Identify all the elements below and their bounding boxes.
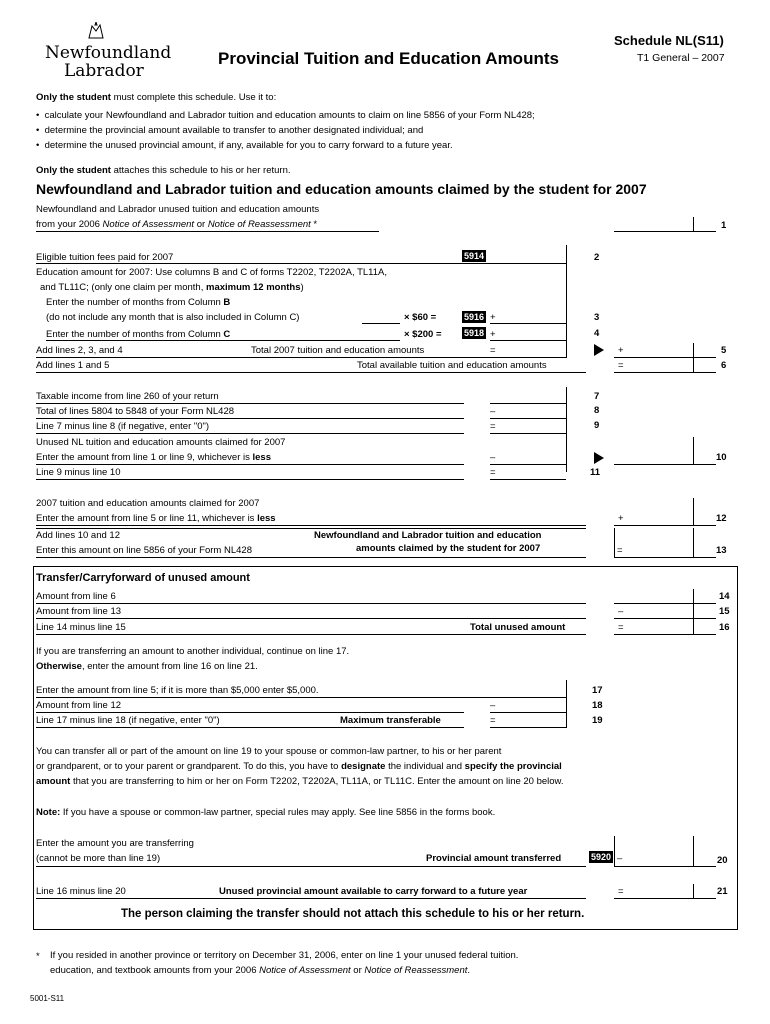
- line10-text-b: Enter the amount from line 1 or line 9, whichever is less: [36, 452, 271, 463]
- bullet-3: • determine the unused provincial amount, if any, available for you to carry forward to a future year.: [36, 140, 453, 151]
- code-5918: 5918: [464, 328, 485, 338]
- line1-text-a: Newfoundland and Labrador unused tuition and education amounts: [36, 204, 320, 215]
- line6-field[interactable]: [614, 372, 716, 373]
- attach-line: Only the student attaches this schedule to his or her return.: [36, 165, 291, 176]
- attach-warning: The person claiming the transfer should not attach this schedule to his or her return.: [121, 908, 585, 920]
- line14-text: Amount from line 6: [36, 591, 116, 602]
- line-number-6: 6: [721, 360, 727, 371]
- line7-field[interactable]: [490, 403, 566, 404]
- line5-total-label: Total 2007 tuition and education amounts: [251, 345, 425, 356]
- schedule-id: Schedule NL(S11): [614, 33, 724, 48]
- line21-field[interactable]: [614, 898, 716, 899]
- line13-label-b: amounts claimed by the student for 2007: [356, 543, 541, 554]
- line4-months-field[interactable]: [362, 340, 400, 341]
- line-number-16: 16: [719, 622, 730, 633]
- line-number-2: 2: [594, 252, 600, 263]
- line8-text: Total of lines 5804 to 5848 of your Form NL428: [36, 406, 235, 417]
- line9-equals: =: [490, 421, 496, 432]
- bullet-1: • calculate your Newfoundland and Labrador tuition and education amounts to claim on line 5856 of your Form NL428;: [36, 110, 535, 121]
- line-number-9: 9: [594, 420, 600, 431]
- line9-text: Line 7 minus line 8 (if negative, enter "0"): [36, 421, 210, 432]
- line-number-18: 18: [592, 700, 603, 711]
- code-5920: 5920: [591, 852, 612, 862]
- line13-label-a: Newfoundland and Labrador tuition and education: [314, 530, 542, 541]
- line-number-3: 3: [594, 312, 600, 323]
- line3-text-a: Enter the number of months from Column B: [46, 297, 231, 308]
- line9-field[interactable]: [490, 433, 566, 434]
- intro-bold: Only the student: [36, 92, 111, 103]
- line-number-8: 8: [594, 405, 600, 416]
- line16-field[interactable]: [614, 634, 716, 635]
- footnote-line2: education, and textbook amounts from your 2006 Notice of Assessment or Notice of Reassessment.: [50, 965, 471, 976]
- line20-label: Provincial amount transferred: [426, 853, 562, 864]
- line-number-15: 15: [719, 606, 730, 617]
- line3-multiplier: × $60 =: [404, 312, 437, 323]
- line13-text-a: Add lines 10 and 12: [36, 530, 120, 541]
- spouse-note: Note: If you have a spouse or common-law partner, special rules may apply. See line 5856 in the forms book.: [36, 807, 496, 818]
- line11-field[interactable]: [490, 479, 566, 480]
- line13-field[interactable]: [614, 557, 716, 558]
- line-number-5: 5: [721, 345, 727, 356]
- line4-plus: +: [490, 329, 496, 340]
- code-5914: 5914: [464, 251, 485, 261]
- footnote-line1: If you resided in another province or territory on December 31, 2006, enter on line 1 your unused federal tuition.: [50, 950, 519, 961]
- transfer-para-c: amount that you are transferring to him or her on Form T2202, T2202A, TL11A, or TL11C. Enter the amount on line 20 below.: [36, 776, 564, 787]
- line7-text: Taxable income from line 260 of your return: [36, 391, 219, 402]
- line2-text: Eligible tuition fees paid for 2007: [36, 252, 174, 263]
- line12-plus: +: [618, 513, 624, 524]
- line17-field[interactable]: [490, 697, 566, 698]
- line4-field[interactable]: [490, 340, 566, 341]
- line19-label: Maximum transferable: [340, 715, 441, 726]
- transfer-instructions: If you are transferring an amount to another individual, continue on line 17.: [36, 646, 350, 657]
- line6-text: Add lines 1 and 5: [36, 360, 110, 371]
- line11-text: Line 9 minus line 10: [36, 467, 121, 478]
- line18-text: Amount from line 12: [36, 700, 122, 711]
- line8-minus: –: [490, 406, 496, 417]
- line15-minus: –: [618, 606, 624, 617]
- line-number-12: 12: [716, 513, 727, 524]
- line-number-14: 14: [719, 591, 730, 602]
- education-text-a: Education amount for 2007: Use columns B and C of forms T2202, T2202A, TL11A,: [36, 267, 387, 278]
- line19-text: Line 17 minus line 18 (if negative, enter "0"): [36, 715, 220, 726]
- line10-text-a: Unused NL tuition and education amounts claimed for 2007: [36, 437, 286, 448]
- line20-minus: –: [617, 853, 623, 864]
- transfer-para-a: You can transfer all or part of the amount on line 19 to your spouse or common-law partner, to his or her parent: [36, 746, 502, 757]
- line6-total-label: Total available tuition and education amounts: [357, 360, 547, 371]
- line6-equals: =: [618, 360, 624, 371]
- line8-field[interactable]: [490, 418, 566, 419]
- line12-field[interactable]: [614, 525, 716, 526]
- line2-field[interactable]: [490, 263, 566, 264]
- line-number-19: 19: [592, 715, 603, 726]
- line-number-7: 7: [594, 391, 600, 402]
- form-year: T1 General – 2007: [637, 52, 725, 64]
- line5-text: Add lines 2, 3, and 4: [36, 345, 123, 356]
- line-number-20: 20: [717, 855, 728, 866]
- arrow-right-icon: [594, 344, 604, 356]
- line1-field[interactable]: [614, 231, 716, 232]
- line21-equals: =: [618, 886, 624, 897]
- line-number-17: 17: [592, 685, 603, 696]
- line-number-1: 1: [721, 220, 727, 231]
- line10-minus: –: [490, 452, 496, 463]
- intro-line: [36, 92, 276, 103]
- line5-field[interactable]: [614, 357, 716, 358]
- line15-text: Amount from line 13: [36, 606, 122, 617]
- line12-text-a: 2007 tuition and education amounts claimed for 2007: [36, 498, 260, 509]
- line13-text-b: Enter this amount on line 5856 of your Form NL428: [36, 545, 252, 556]
- line4-text: Enter the number of months from Column C: [46, 329, 231, 340]
- page-title: Provincial Tuition and Education Amounts: [218, 49, 559, 68]
- line19-equals: =: [490, 715, 496, 726]
- line20-text-b: (cannot be more than line 19): [36, 853, 161, 864]
- footnote-star: *: [36, 951, 40, 962]
- code-5916: 5916: [464, 312, 485, 322]
- coat-of-arms-icon: [86, 22, 106, 43]
- line21-text: Line 16 minus line 20: [36, 886, 126, 897]
- line15-field[interactable]: [614, 618, 716, 619]
- line3-text-b: (do not include any month that is also included in Column C): [46, 312, 300, 323]
- bullet-2: • determine the provincial amount available to transfer to another designated individual; and: [36, 125, 424, 136]
- form-code: 5001-S11: [30, 994, 65, 1003]
- line17-text: Enter the amount from line 5; if it is more than $5,000 enter $5,000.: [36, 685, 319, 696]
- line-number-4: 4: [594, 328, 600, 339]
- arrow-right-icon: [594, 452, 604, 464]
- line14-field[interactable]: [614, 603, 716, 604]
- line3-months-field[interactable]: [362, 323, 400, 324]
- line13-equals: =: [617, 545, 623, 556]
- line11-equals: =: [490, 467, 496, 478]
- education-text-b: and TL11C; (only one claim per month, maximum 12 months): [40, 282, 304, 293]
- transfer-para-b: or grandparent, or to your parent or grandparent. To do this, you have to designate the individual and specify the provincial: [36, 761, 562, 772]
- line12-text-b: Enter the amount from line 5 or line 11, whichever is less: [36, 513, 276, 524]
- line4-multiplier: × $200 =: [404, 329, 442, 340]
- logo-line1: Newfoundland: [45, 43, 172, 63]
- line-number-21: 21: [717, 886, 728, 897]
- section2-heading: Transfer/Carryforward of unused amount: [36, 572, 250, 584]
- line10-field-left[interactable]: [490, 464, 566, 465]
- line16-equals: =: [618, 622, 624, 633]
- line18-minus: –: [490, 700, 496, 711]
- line19-field[interactable]: [490, 727, 566, 728]
- line18-field[interactable]: [490, 712, 566, 713]
- line3-field[interactable]: [490, 323, 566, 324]
- line-number-13: 13: [716, 545, 727, 556]
- intro-rest: must complete this schedule. Use it to:: [110, 92, 277, 103]
- line16-text: Line 14 minus line 15: [36, 622, 126, 633]
- line10-field[interactable]: [614, 464, 716, 465]
- otherwise-instructions: Otherwise, enter the amount from line 16 on line 21.: [36, 661, 258, 672]
- line20-text-a: Enter the amount you are transferring: [36, 838, 194, 849]
- line-number-11: 11: [590, 467, 601, 478]
- line16-total-label: Total unused amount: [470, 622, 566, 633]
- line21-label: Unused provincial amount available to carry forward to a future year: [219, 886, 528, 897]
- line1-text-b: from your 2006 Notice of Assessment or Notice of Reassessment *: [36, 219, 318, 230]
- line3-plus: +: [490, 312, 496, 323]
- line20-field[interactable]: [614, 866, 716, 867]
- section1-heading: Newfoundland and Labrador tuition and education amounts claimed by the student for 2007: [36, 181, 647, 197]
- logo-line2: Labrador: [64, 61, 144, 81]
- line-number-10: 10: [716, 452, 727, 463]
- line5-plus: +: [618, 345, 624, 356]
- line5-equals: =: [490, 345, 496, 356]
